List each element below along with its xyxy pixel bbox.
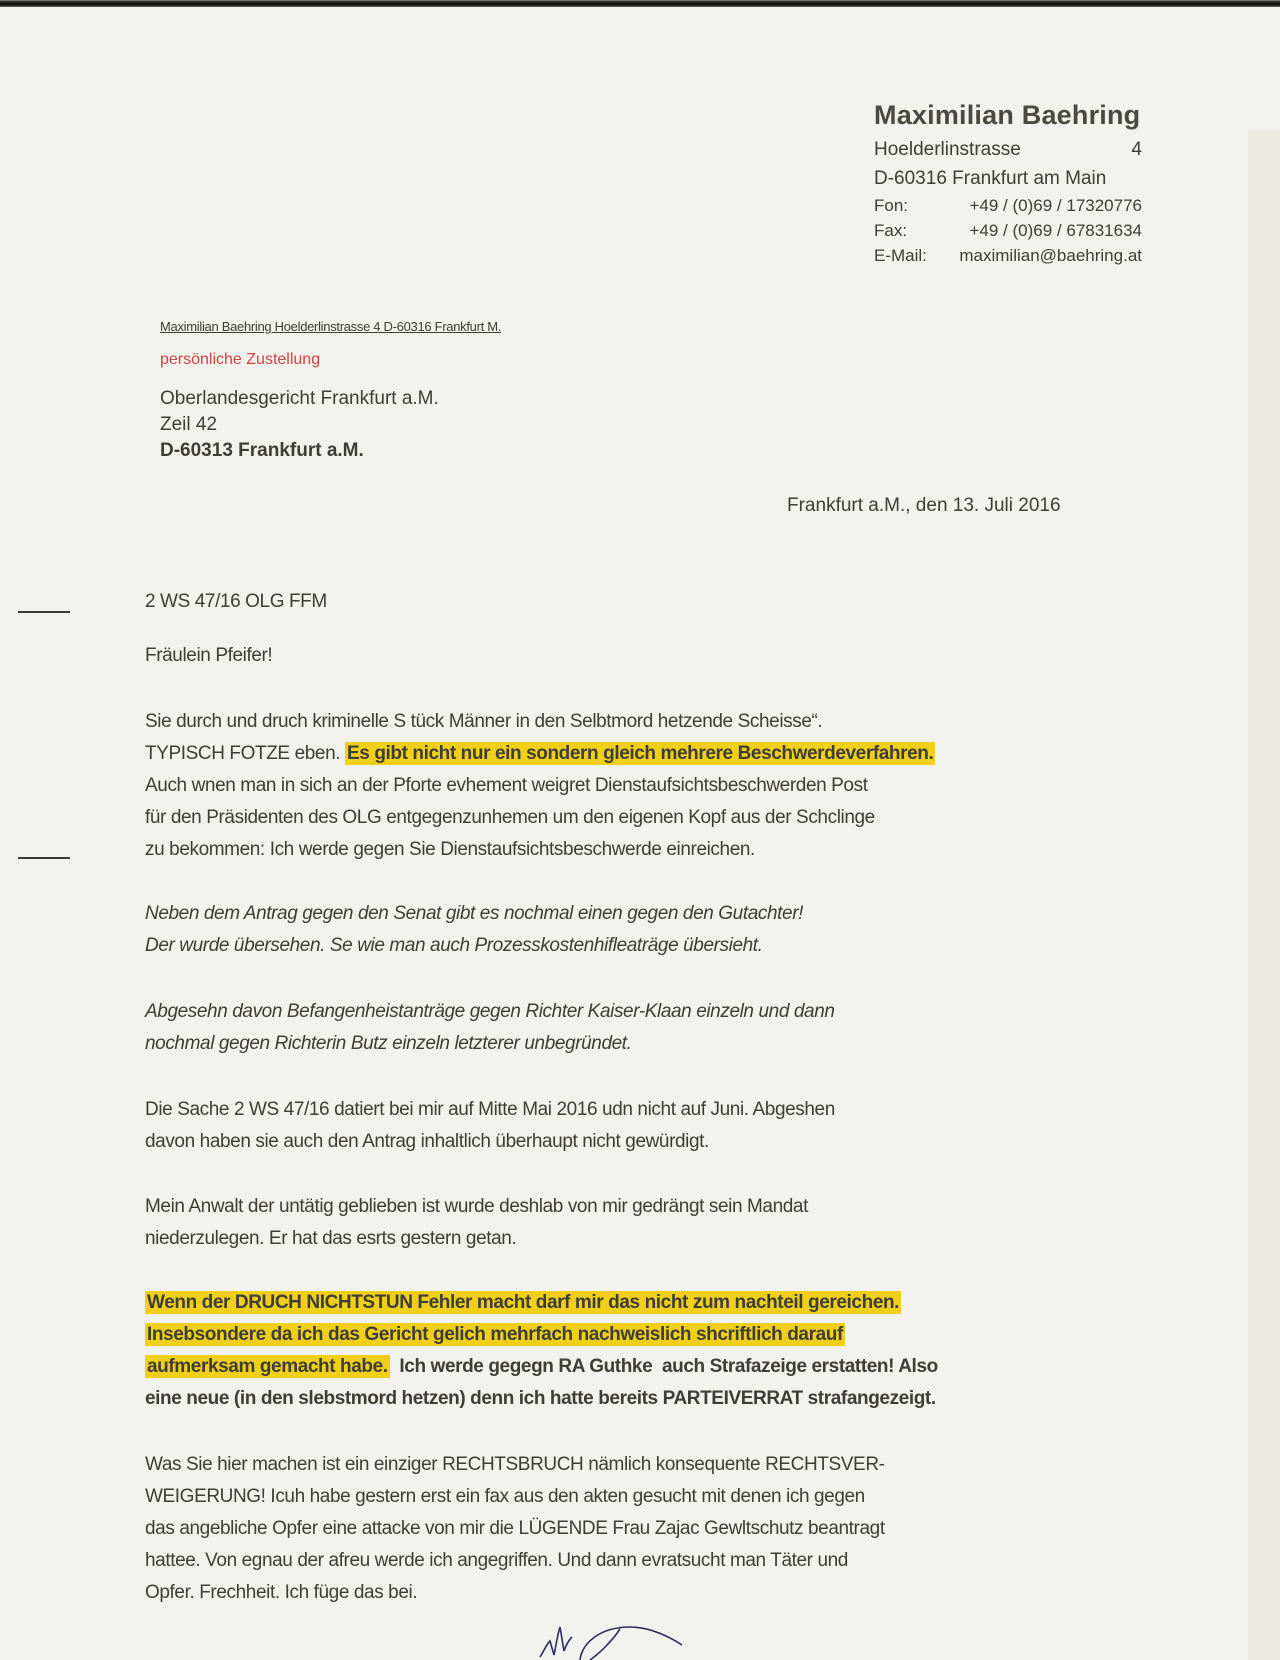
text-line: Neben dem Antrag gegen den Senat gibt es nochmal einen gegen den Gutachter! [145, 903, 804, 924]
highlighted-text: Es gibt nicht nur ein sondern gleich mehrere Beschwerdeverfahren. [347, 743, 934, 764]
paragraph-7 [145, 1449, 1045, 1609]
sender-return-address: Maximilian Baehring Hoelderlinstrasse 4 D-60316 Frankfurt M. [160, 319, 502, 334]
text-line: Auch wnen man in sich an der Pforte evhement weigret Dienstaufsichtsbeschwerden Post [145, 775, 868, 796]
paragraph-1 [145, 706, 1045, 866]
letterhead-house-number: 4 [1131, 139, 1142, 160]
paragraph-3 [145, 996, 1045, 1060]
recipient-street: Zeil 42 [160, 414, 218, 435]
text-span: TYPISCH FOTZE eben. [145, 743, 345, 764]
paragraph-4 [145, 1094, 1045, 1158]
text-line: WEIGERUNG! Icuh habe gestern erst ein fax aus den akten gesucht mit denen ich gegen [145, 1486, 865, 1507]
text-line: Mein Anwalt der untätig geblieben ist wurde deshlab von mir gedrängt sein Mandat [145, 1196, 808, 1217]
text-line: davon haben sie auch den Antrag inhaltlich überhaupt nicht gewürdigt. [145, 1131, 709, 1152]
scan-top-edge [0, 0, 1280, 7]
text-line [145, 1319, 1045, 1351]
highlighted-text: Insebsondere da ich das Gericht gelich mehrfach nachweislich shcriftlich darauf [147, 1324, 843, 1345]
fax-label: Fax: [874, 221, 908, 240]
text-line: Die Sache 2 WS 47/16 datiert bei mir auf Mitte Mai 2016 udn nicht auf Juni. Abgeshen [145, 1099, 835, 1120]
highlighted-text: aufmerksam gemacht habe. [147, 1356, 388, 1377]
recipient-city: D-60313 Frankfurt a.M. [160, 440, 364, 461]
text-line: nochmal gegen Richterin Butz einzeln letzterer unbegründet. [145, 1033, 632, 1054]
text-line: zu bekommen: Ich werde gegen Sie Dienstaufsichtsbeschwerde einreichen. [145, 839, 755, 860]
text-line: Opfer. Frechheit. Ich füge das bei. [145, 1582, 418, 1603]
text-line [145, 738, 1045, 770]
email-value: maximilian@baehring.at [959, 246, 1142, 265]
text-line: Was Sie hier machen ist ein einziger RECHTSBRUCH nämlich konsequente RECHTSVER- [145, 1454, 885, 1475]
scan-right-edge [1248, 130, 1280, 1660]
text-line: Sie durch und druch kriminelle S tück Männer in den Selbtmord hetzende Scheisse“. [145, 711, 823, 732]
letterhead-street [874, 139, 1142, 161]
letterhead-phone [874, 196, 1142, 216]
text-line [145, 1287, 1045, 1319]
letterhead-email [874, 246, 1142, 266]
text-line: das angebliche Opfer eine attacke von mir die LÜGENDE Frau Zajac Gewltschutz beantragt [145, 1518, 885, 1539]
text-line: hattee. Von egnau der afreu werde ich angegriffen. Und dann evratsucht man Täter und [145, 1550, 848, 1571]
fold-mark-middle [18, 857, 70, 859]
letterhead-city-text: D-60316 Frankfurt am Main [874, 168, 1107, 189]
paragraph-6 [145, 1287, 1045, 1415]
text-line: Der wurde übersehen. Se wie man auch Prozesskostenhifleaträge übersieht. [145, 935, 763, 956]
text-line: eine neue (in den slebstmord hetzen) denn ich hatte bereits PARTEIVERRAT strafangezeigt. [145, 1388, 936, 1409]
letterhead-city [874, 168, 1142, 190]
recipient-name: Oberlandesgericht Frankfurt a.M. [160, 388, 439, 409]
text-line [145, 1351, 1045, 1383]
fax-value: +49 / (0)69 / 67831634 [969, 221, 1142, 240]
delivery-note: persönliche Zustellung [160, 351, 321, 368]
letterhead-fax [874, 221, 1142, 241]
text-line: für den Präsidenten des OLG entgegenzunhemen um den eigenen Kopf aus der Schclinge [145, 807, 875, 828]
handwritten-signature [520, 1615, 720, 1660]
phone-label: Fon: [874, 196, 909, 215]
highlighted-text: Wenn der DRUCH NICHTSTUN Fehler macht darf mir das nicht zum nachteil gereichen. [147, 1292, 900, 1313]
fold-mark-top [18, 611, 70, 613]
salutation: Fräulein Pfeifer! [145, 645, 273, 666]
letterhead-street-name: Hoelderlinstrasse [874, 139, 1021, 160]
email-label: E-Mail: [874, 246, 927, 265]
paragraph-2 [145, 898, 1045, 962]
text-line: niederzulegen. Er hat das esrts gestern getan. [145, 1228, 517, 1249]
date-line: Frankfurt a.M., den 13. Juli 2016 [787, 495, 1061, 516]
text-span: Ich werde gegegn RA Guthke auch Strafazeige erstatten! Also [389, 1356, 938, 1377]
case-reference: 2 WS 47/16 OLG FFM [145, 591, 327, 612]
phone-value: +49 / (0)69 / 17320776 [969, 196, 1142, 215]
paragraph-5 [145, 1191, 1045, 1255]
letterhead-name: Maximilian Baehring [874, 100, 1141, 130]
text-line: Abgesehn davon Befangenheistanträge gegen Richter Kaiser-Klaan einzeln und dann [145, 1001, 835, 1022]
